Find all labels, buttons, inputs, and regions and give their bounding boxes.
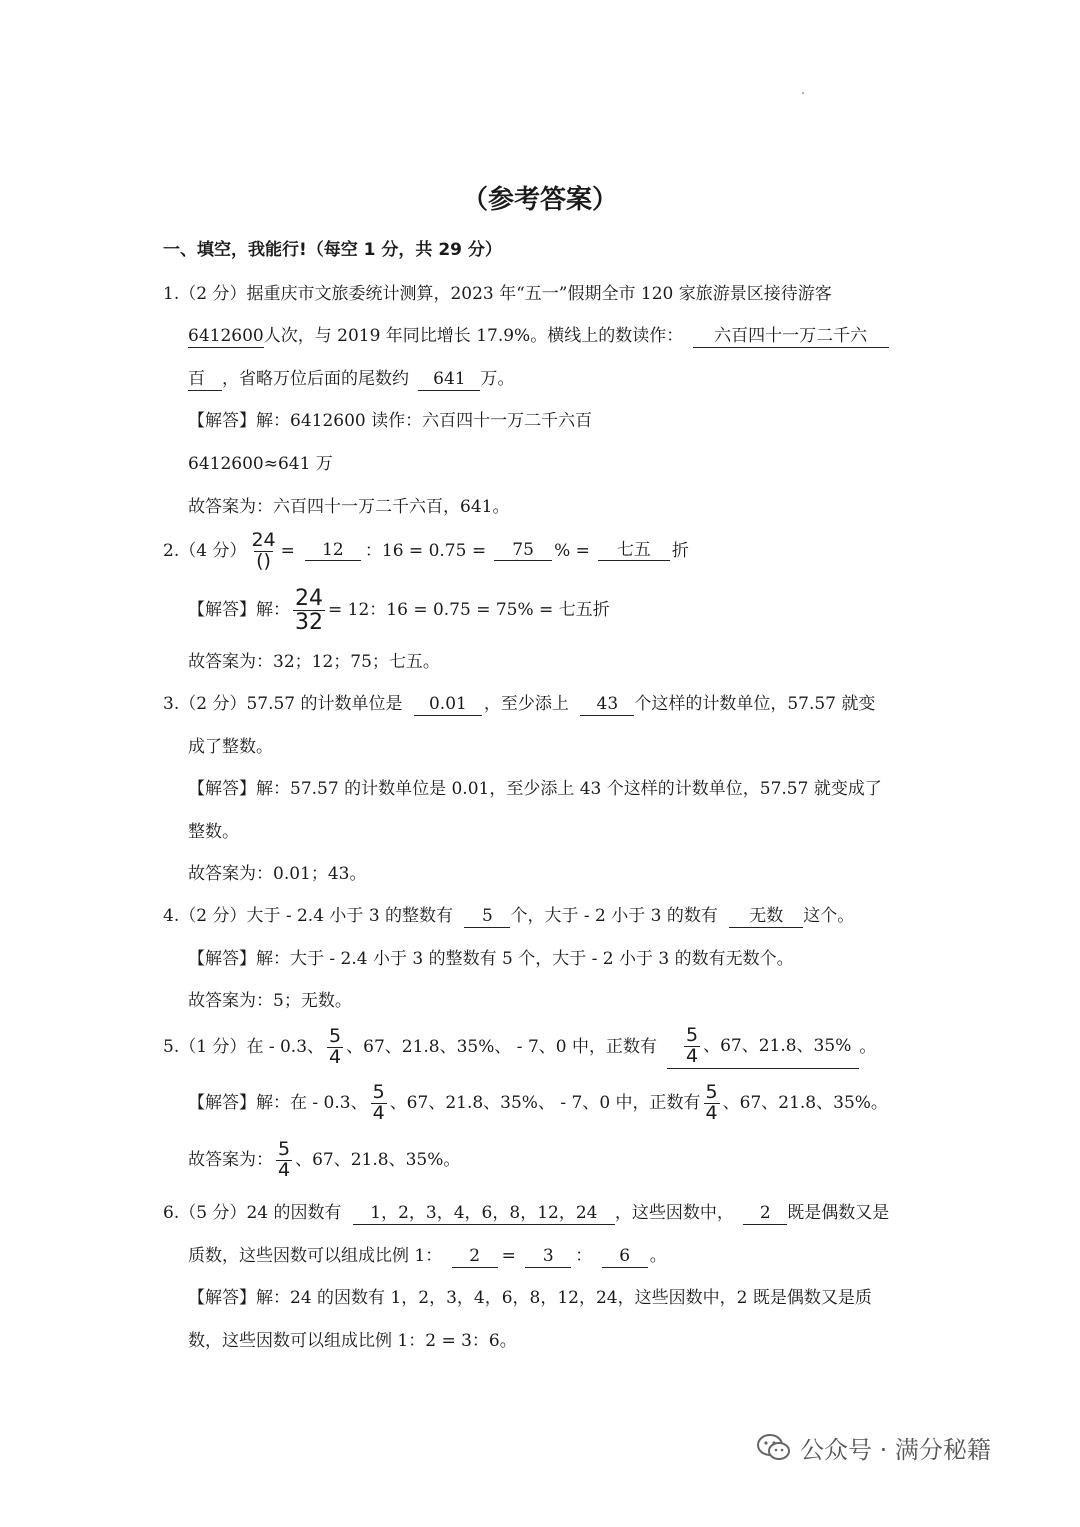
q5-blank-positives: [667, 1026, 859, 1069]
q6-answer-line2: 数，这些因数可以组成比例 1：2 = 3：6。: [188, 1331, 517, 1351]
q1-answer-line2: 6412600≈641 万: [188, 454, 333, 474]
q5-blank-fraction-denominator: 4: [685, 1044, 699, 1067]
q2-line1: [163, 531, 689, 572]
q5-blank-fraction-numerator: 5: [685, 1024, 699, 1046]
q2-answer-line2: 故答案为：32；12；75；七五。: [188, 652, 440, 672]
q4-text1: 4.（2 分）大于 - 2.4 小于 3 的整数有: [163, 906, 454, 926]
q5-text3: 。: [859, 1036, 877, 1057]
q6-blank-factors: 1，2，3，4，6，8，12，24: [353, 1205, 615, 1225]
q2-text-mid2: % =: [554, 540, 590, 561]
q5-answer2-fraction-numerator: 5: [278, 1138, 291, 1160]
q5-answer-fraction1-denominator: 4: [372, 1101, 385, 1124]
q3-text3: 个这样的计数单位，57.57 就变: [634, 694, 876, 714]
q6-answer-line1: 【解答】解：24 的因数有 1，2，3，4，6，8，12，24，这些因数中，2 既是偶数又是质: [188, 1288, 872, 1308]
q6-colon: ：: [575, 1246, 593, 1266]
q6-blank-even-prime: 2: [743, 1205, 787, 1225]
q2-fraction: [249, 531, 277, 572]
q4-line1: [163, 908, 854, 928]
q5-answer-text1: 【解答】解：在 - 0.3、: [188, 1092, 368, 1113]
q5-blank-rest: 、67、21.8、35%: [703, 1035, 852, 1056]
q3-line2: 成了整数。: [188, 737, 273, 757]
q2-blank-3: 七五: [598, 542, 670, 562]
q4-blank-numbers: 无数: [729, 908, 803, 928]
q1-blank-approx: 641: [418, 371, 480, 391]
q1-line2: [188, 328, 889, 348]
q3-blank-count: 43: [580, 696, 634, 716]
q5-answer-line1: [188, 1083, 888, 1124]
q1-answer-line1: 【解答】解：6412600 读作：六百四十一万二千六百: [188, 411, 593, 431]
q4-text3: 这个。: [803, 906, 855, 926]
q6-text2: ，这些因数中，: [614, 1203, 734, 1223]
wechat-icon: [756, 1433, 792, 1463]
q5-answer-fraction2-numerator: 5: [705, 1081, 718, 1103]
q3-answer-line3: 故答案为：0.01；43。: [188, 864, 367, 884]
q6-line2: [188, 1248, 667, 1268]
q2-prefix: 2.（4 分）: [163, 540, 247, 561]
q6-blank-ratio-3: 6: [602, 1248, 648, 1268]
q6-text5: 。: [649, 1246, 667, 1266]
q5-answer-fraction2: [704, 1083, 720, 1124]
q1-blank-reading-end: 百: [188, 371, 222, 391]
q5-line1: [163, 1026, 876, 1069]
q1-line1: 1.（2 分）据重庆市文旅委统计测算，2023 年“五一”假期全市 120 家旅游景区接待游客: [163, 284, 832, 304]
q4-text2: 个，大于 - 2 小于 3 的数有: [510, 906, 718, 926]
watermark-text: 公众号 · 满分秘籍: [800, 1436, 991, 1464]
q5-answer2-text1: 故答案为：: [188, 1149, 273, 1170]
q1-blank-reading: 六百四十一万二千六: [693, 328, 889, 348]
q6-text1: 6.（5 分）24 的因数有: [163, 1203, 342, 1223]
q1-line3: [188, 371, 514, 391]
q1-number-underlined: 6412600: [188, 326, 264, 346]
q3-blank-unit: 0.01: [414, 696, 482, 716]
q2-answer-rest: = 12：16 = 0.75 = 75% = 七五折: [328, 600, 610, 621]
q2-answer-fraction: [293, 587, 325, 634]
q6-blank-ratio-2: 3: [525, 1248, 571, 1268]
q1-text3: 万。: [480, 369, 515, 389]
q2-text-mid1: ：16 = 0.75 =: [364, 540, 487, 561]
q5-fraction: [327, 1027, 343, 1068]
q5-answer-fraction2-denominator: 4: [705, 1101, 718, 1124]
q5-answer-text2: 、67、21.8、35%、 - 7、0 中，正数有: [389, 1092, 701, 1113]
scan-speck: [802, 92, 804, 94]
page-title: （参考答案）: [461, 185, 618, 215]
q6-text3: 既是偶数又是: [787, 1203, 890, 1223]
q1-text2: ，省略万位后面的尾数约: [222, 369, 409, 389]
q6-equals: =: [501, 1246, 516, 1266]
q5-answer-line2: [188, 1140, 460, 1181]
q3-line1: [163, 696, 875, 716]
q2-answer-line1: [188, 587, 610, 634]
q3-answer-line2: 整数。: [188, 822, 239, 842]
q5-answer-fraction1-numerator: 5: [372, 1081, 385, 1103]
q6-line1: [163, 1205, 889, 1225]
q5-answer2-fraction-denominator: 4: [278, 1158, 291, 1181]
q5-answer2-fraction: [276, 1140, 292, 1181]
q5-text2: 、67、21.8、35%、 - 7、0 中，正数有: [346, 1036, 657, 1057]
q3-text2: ，至少添上: [483, 694, 569, 714]
q2-answer-prefix: 【解答】解：: [188, 600, 290, 621]
q2-equals: =: [280, 540, 295, 561]
q3-answer-line1: 【解答】解：57.57 的计数单位是 0.01，至少添上 43 个这样的计数单位，57.57 就变成了: [188, 779, 882, 799]
q5-answer-text3: 、67、21.8、35%。: [722, 1092, 888, 1113]
q4-answer-line2: 故答案为：5；无数。: [188, 991, 352, 1011]
q2-text-end: 折: [671, 540, 689, 561]
q6-text4: 质数，这些因数可以组成比例 1：: [188, 1246, 443, 1266]
q2-answer-numerator: 24: [295, 586, 323, 611]
q1-text: 人次，与 2019 年同比增长 17.9%。横线上的数读作：: [263, 326, 684, 346]
q5-answer2-text2: 、67、21.8、35%。: [295, 1149, 461, 1170]
q2-blank-2: 75: [494, 542, 552, 562]
q1-answer-line3: 故答案为：六百四十一万二千六百，641。: [188, 497, 510, 517]
q4-answer-line1: 【解答】解：大于 - 2.4 小于 3 的整数有 5 个，大于 - 2 小于 3 的数有无数个。: [188, 949, 794, 969]
q6-blank-ratio-1: 2: [452, 1248, 498, 1268]
q2-answer-denominator: 32: [295, 610, 323, 636]
q2-blank-1: 12: [305, 542, 361, 562]
q2-fraction-numerator: 24: [251, 529, 276, 551]
q5-fraction-denominator: 4: [329, 1045, 342, 1068]
q5-blank-fraction: [684, 1026, 700, 1067]
watermark: [756, 1430, 991, 1465]
q5-answer-fraction1: [371, 1083, 387, 1124]
q4-blank-integers: 5: [464, 908, 510, 928]
section-heading: 一、填空，我能行!（每空 1 分，共 29 分）: [163, 240, 502, 260]
q2-fraction-denominator: (): [256, 549, 271, 572]
q5-fraction-numerator: 5: [329, 1025, 342, 1047]
q5-text1: 5.（1 分）在 - 0.3、: [163, 1036, 325, 1057]
q3-text1: 3.（2 分）57.57 的计数单位是: [163, 694, 403, 714]
